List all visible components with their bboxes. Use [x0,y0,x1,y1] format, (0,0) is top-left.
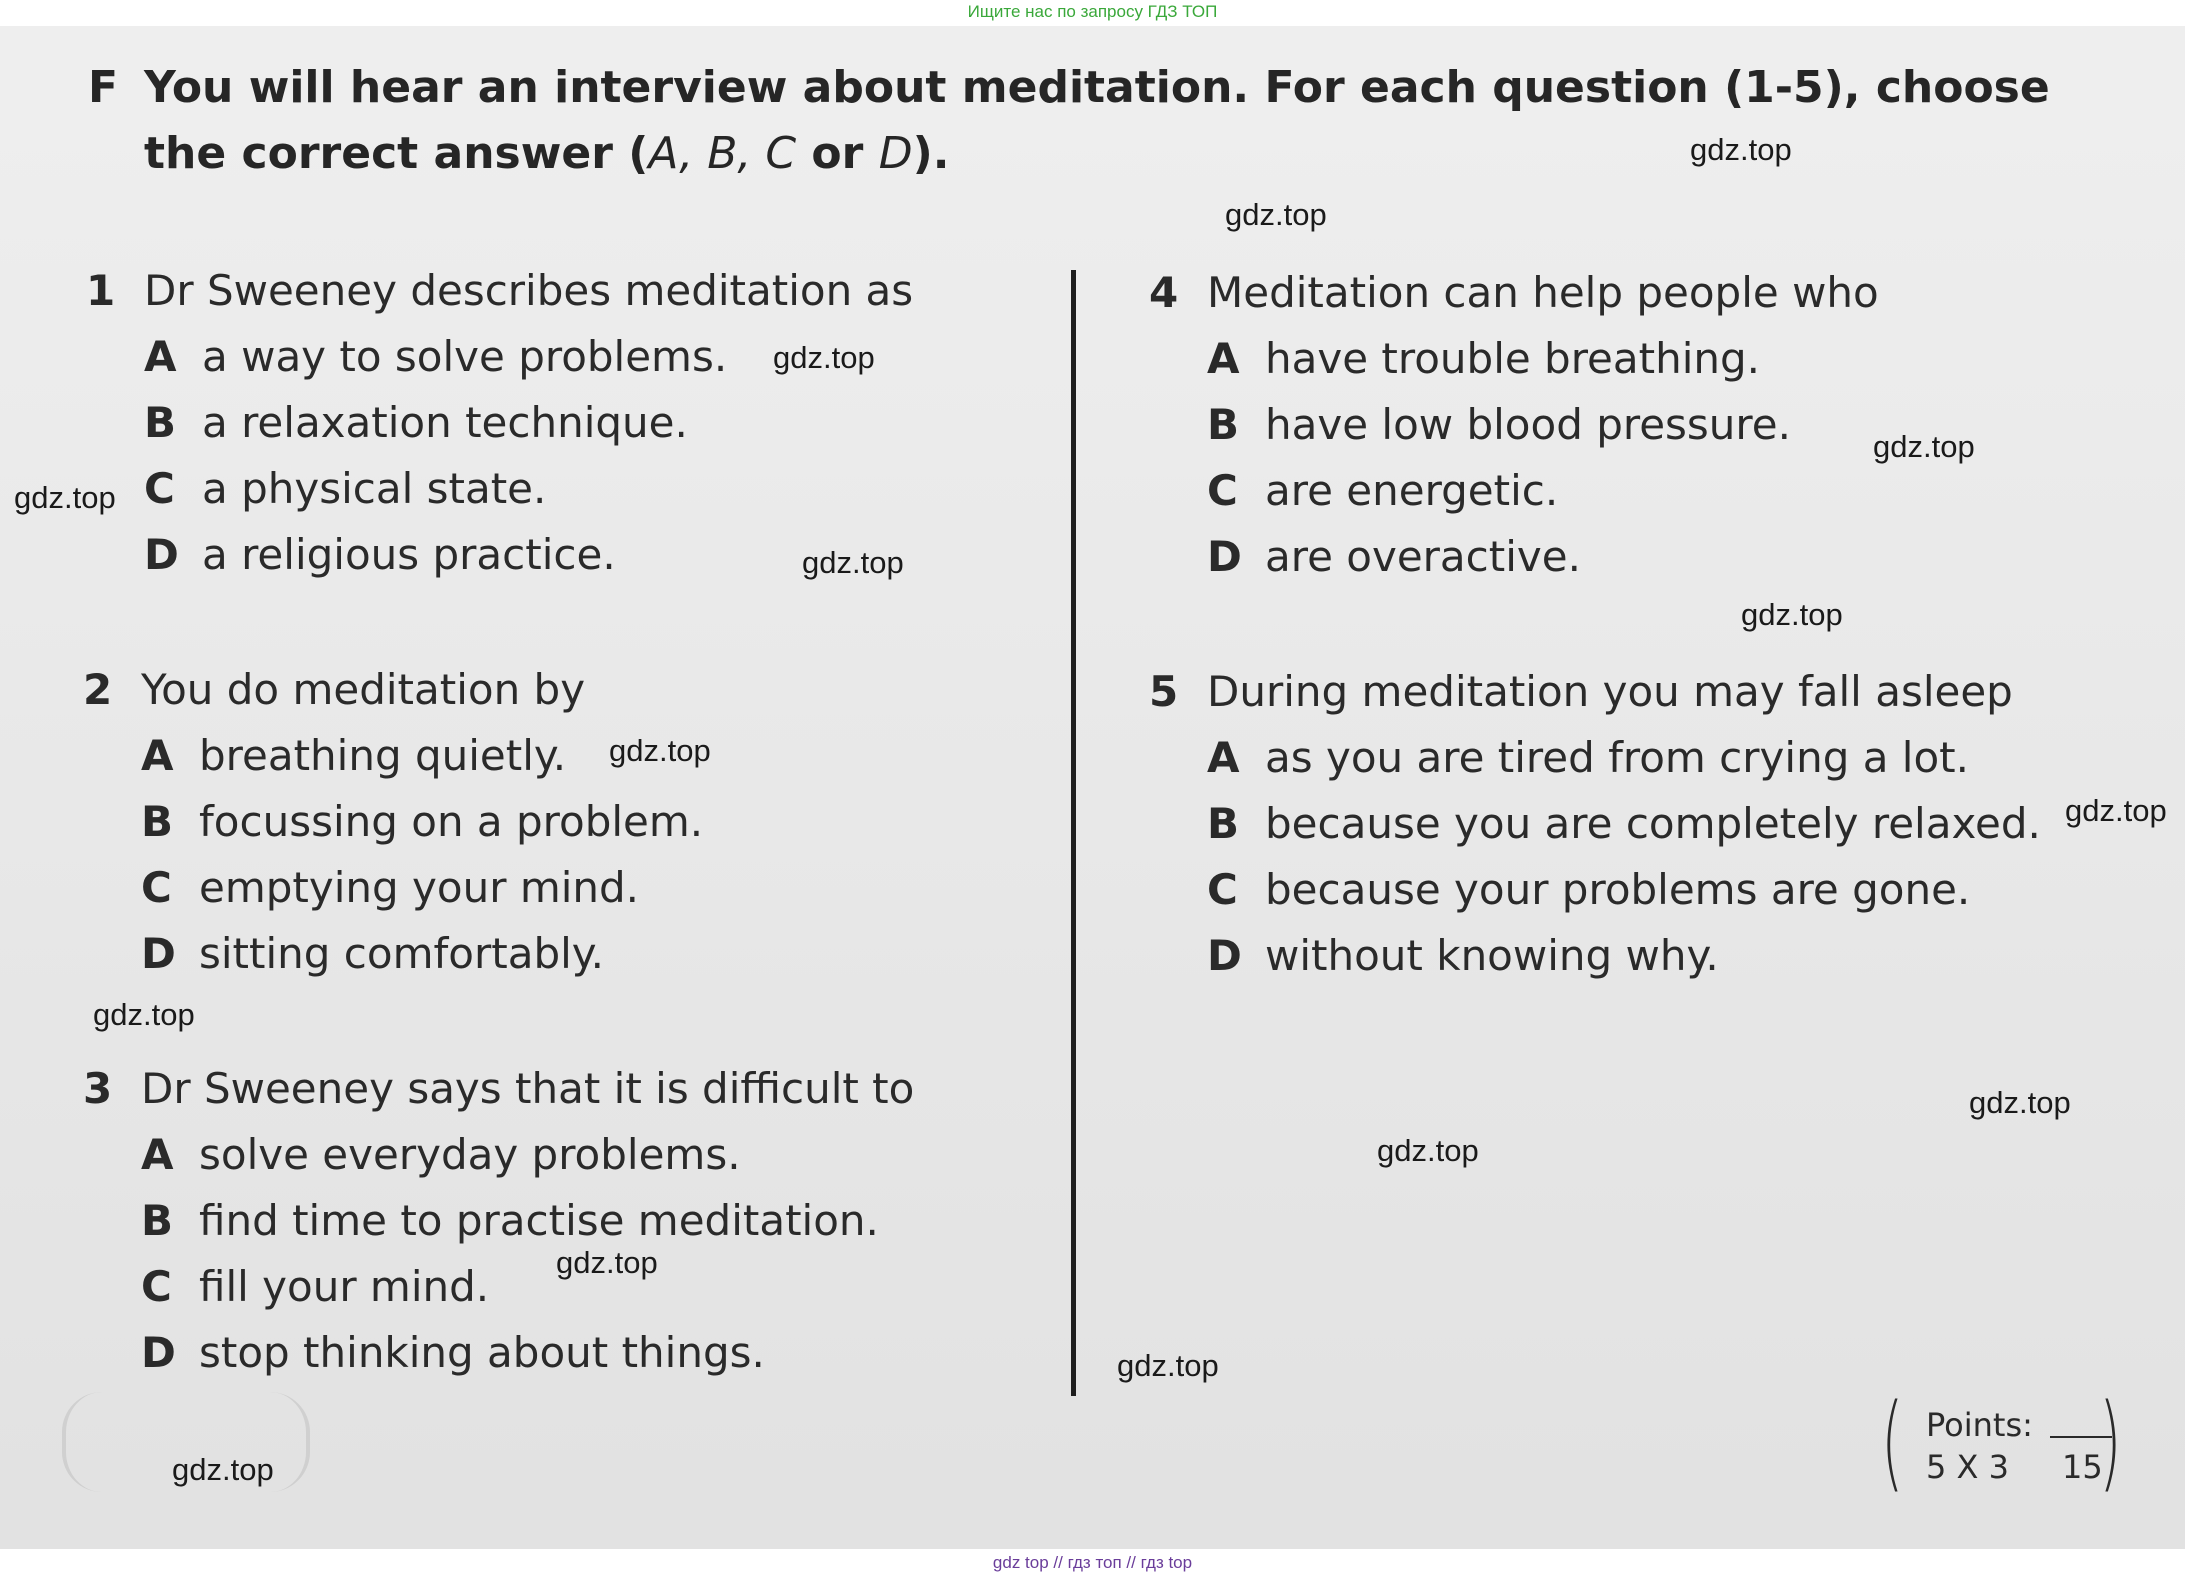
option-a[interactable]: A a way to solve problems. [144,332,728,381]
option-b[interactable]: B focussing on a problem. [141,797,704,846]
question-number: 1 [86,266,116,315]
question-text: Dr Sweeney says that it is difficult to [141,1064,915,1113]
option-d[interactable]: D without knowing why. [1207,931,1719,980]
option-a[interactable]: A have trouble breathing. [1207,334,1761,383]
option-b[interactable]: B a relaxation technique. [144,398,688,447]
option-b[interactable]: B have low blood pressure. [1207,400,1791,449]
points-box [1881,1381,2130,1503]
option-d[interactable]: D a religious practice. [144,530,616,579]
watermark: gdz.top [14,480,116,515]
watermark: gdz.top [93,997,195,1032]
question-text: You do meditation by [141,665,586,714]
option-c[interactable]: C are energetic. [1207,466,1559,515]
points-total: 15 [2062,1448,2103,1486]
option-a[interactable]: A as you are tired from crying a lot. [1207,733,1969,782]
watermark: gdz.top [1873,429,1975,464]
option-a[interactable]: A breathing quietly. [141,731,567,780]
option-c[interactable]: C because your problems are gone. [1207,865,1971,914]
watermark: gdz.top [1690,132,1792,167]
column-divider [1071,270,1076,1396]
watermark: gdz.top [1377,1133,1479,1168]
watermark: gdz.top [1741,597,1843,632]
watermark: gdz.top [802,545,904,580]
top-banner: Ищите нас по запросу ГДЗ ТОП [0,0,2185,26]
option-c[interactable]: C a physical state. [144,464,547,513]
question-number: 3 [83,1064,113,1113]
question-number: 4 [1149,268,1179,317]
option-c[interactable]: C fill your mind. [141,1262,490,1311]
option-b[interactable]: B find time to practise meditation. [141,1196,879,1245]
option-d[interactable]: D stop thinking about things. [141,1328,765,1377]
option-a[interactable]: A solve everyday problems. [141,1130,741,1179]
watermark: gdz.top [1969,1085,2071,1120]
watermark: gdz.top [1225,197,1327,232]
right-paren: ) [2099,1381,2122,1503]
question-text: During meditation you may fall asleep [1207,667,2013,716]
bottom-banner: gdz top // гдз топ // гдз top [0,1549,2185,1577]
question-text: Meditation can help people who [1207,268,1879,317]
option-d[interactable]: D are overactive. [1207,532,1581,581]
left-paren: ( [1881,1381,1904,1503]
question-text: Dr Sweeney describes meditation as [144,266,914,315]
watermark: gdz.top [609,733,711,768]
watermark: gdz.top [556,1245,658,1280]
task-instruction: You will hear an interview about meditation. For each question (1-5), choose the correct answer (A, B, C or D). [144,62,2050,179]
watermark: gdz.top [2065,793,2167,828]
watermark: gdz.top [773,340,875,375]
watermark: gdz.top [172,1452,274,1487]
points-formula: 5 X 3 [1926,1448,2009,1486]
watermark: gdz.top [1117,1348,1219,1383]
option-b[interactable]: B because you are completely relaxed. [1207,799,2041,848]
question-number: 2 [83,665,113,714]
option-d[interactable]: D sitting comfortably. [141,929,604,978]
points-label: Points: [1926,1406,2033,1444]
option-c[interactable]: C emptying your mind. [141,863,640,912]
question-number: 5 [1149,667,1179,716]
section-letter: F [88,62,119,113]
